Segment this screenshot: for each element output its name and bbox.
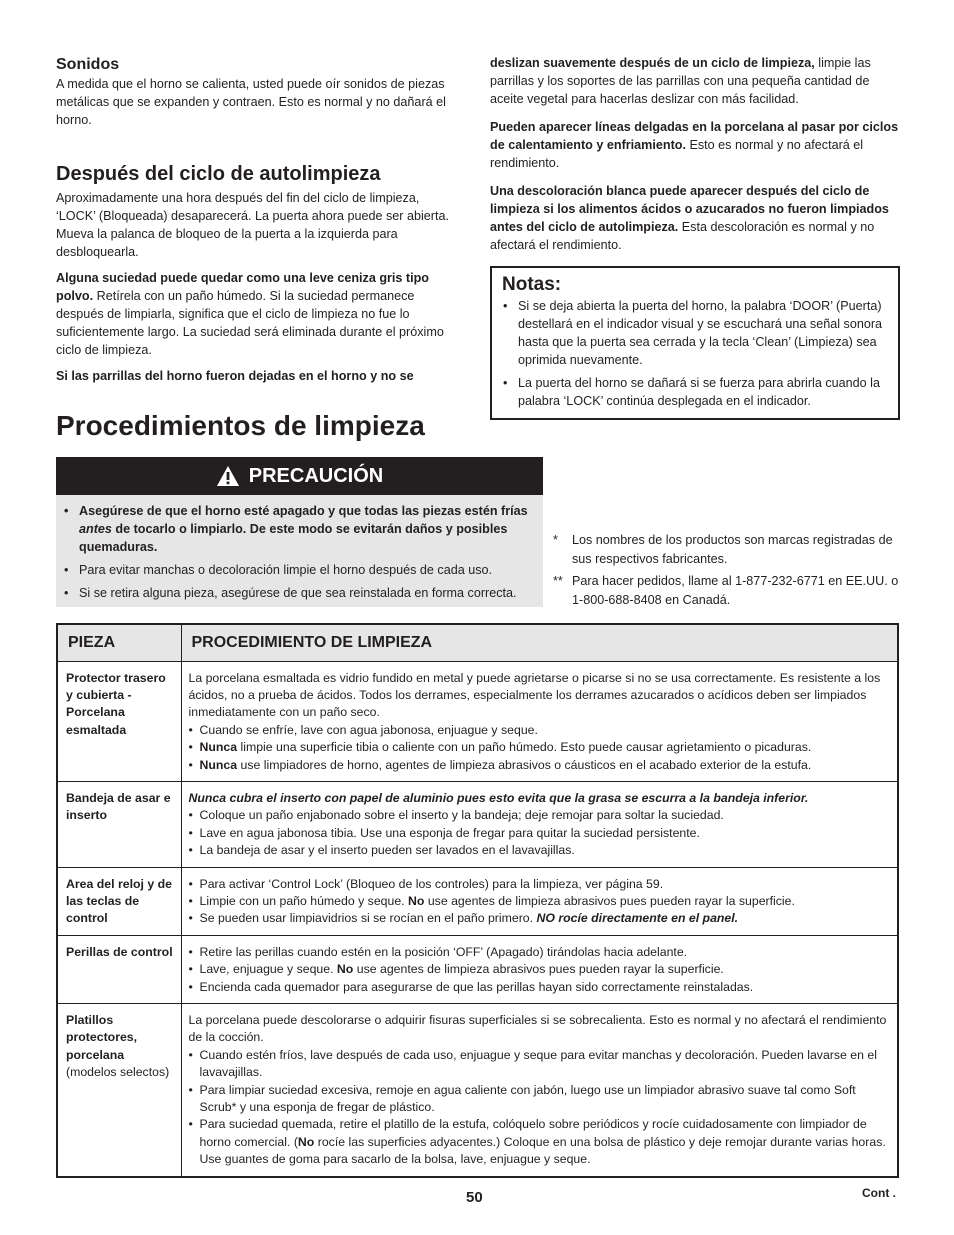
continued-label: Cont .: [862, 1186, 896, 1200]
cleaning-table: [56, 623, 899, 1178]
caution-item: • Asegúrese de que el horno esté apagado y que todas las piezas estén frías antes de tocarlo o limpiarlo. De este modo se evitarán daños y posibles quemaduras.: [64, 502, 535, 556]
procedure-cell: • Retire las perillas cuando estén en la posición ‘OFF’ (Apagado) tirándolas hacia adelante. • Lave, enjuague y seque. No use agentes de limpieza abrasivos pues pueden rayar la superficie. • Encienda cada quemador para asegurarse de que las perillas hayan sido correctamente reinstaladas.: [181, 935, 898, 1003]
sonidos-heading: Sonidos: [56, 56, 120, 73]
racks-para: deslizan suavemente después de un ciclo de limpieza, limpie las parrillas y los soportes de las parrillas con una pequeña cantidad de aceite vegetal para hacerlas deslizar con más facilidad.: [490, 56, 871, 106]
column-header-procedure: PROCEDIMIENTO DE LIMPIEZA: [181, 624, 898, 661]
caution-list: [56, 495, 543, 602]
table-row: [57, 867, 898, 935]
caution-heading: PRECAUCIÓN: [248, 464, 384, 487]
caution-box: [56, 457, 543, 607]
column-header-piece: PIEZA: [57, 624, 181, 661]
piece-cell: Perillas de control: [57, 935, 181, 1003]
table-row: [57, 935, 898, 1003]
right-column: [490, 54, 900, 420]
despues-para-2: Alguna suciedad puede quedar como una leve ceniza gris tipo polvo. Retírela con un paño húmedo. Si la suciedad permanece después de limpiarla, significa que el ciclo de limpieza no fue lo suficientemente largo. La suciedad será eliminada durante el próximo ciclo de limpieza.: [56, 271, 444, 357]
notes-item: • La puerta del horno se dañará si se fuerza para abrirla cuando la palabra ‘LOCK’ continúa desplegada en el indicador.: [502, 374, 890, 410]
notes-heading: Notas:: [502, 274, 562, 295]
table-header-row: [57, 624, 898, 661]
notes-item: • Si se deja abierta la puerta del horno, la palabra ‘DOOR’ (Puerta) destellará en el indicador visual y se escuchará una señal sonora hasta que la puerta sea cerrada y la tecla ‘Clean’ (Limpieza) sea oprimida nuevamente.: [502, 297, 890, 369]
footnote: ** Para hacer pedidos, llame al 1-877-232-6771 en EE.UU. o 1-800-688-8408 en Canadá.: [553, 574, 899, 607]
caution-item: • Para evitar manchas o decoloración limpie el horno después de cada uso.: [64, 561, 535, 579]
piece-cell: Platillos protectores, porcelana (modelos selectos): [57, 1004, 181, 1177]
despues-para-3: Si las parrillas del horno fueron dejadas en el horno y no se: [56, 369, 414, 383]
lines-para: Pueden aparecer líneas delgadas en la porcelana al pasar por ciclos de calentamiento y enfriamiento. Esto es normal y no afectará el rendimiento.: [490, 120, 899, 170]
footnotes: [553, 531, 903, 613]
left-column: [56, 56, 462, 385]
piece-cell: Bandeja de asar e inserto: [57, 781, 181, 867]
table-row: [57, 661, 898, 781]
footnote: * Los nombres de los productos son marcas registradas de sus respectivos fabricantes.: [553, 533, 893, 566]
sonidos-text: A medida que el horno se calienta, usted puede oír sonidos de piezas metálicas que se expanden y contraen. Esto es normal y no dañará el horno.: [56, 77, 446, 127]
procedure-cell: La porcelana puede descolorarse o adquirir fisuras superficiales si se sobrecalienta. Esto es normal y no afectará el rendimiento de la cocción. • Cuando estén fríos, lave después de cada uso, enjuague y seque para evitar manchas y decoloración. Pueden lavarse en el lavavajillas. • Para limpiar suciedad excesiva, remoje en agua caliente con jabón, luego use un limpiador abrasivo suave tal como Soft Scrub* y una esponja de fregar de plástico. • Para suciedad quemada, retire el platillo de la estufa, colóquelo sobre periódicos y rocíe cuidadosamente con limpiador de horno comercial. (No rocíe las superficies adyacentes.) Coloque en una bolsa de plástico y deje remojar durante varias horas. Use guantes de goma para sacarlo de la bolsa, lave, enjuague y seque.: [181, 1004, 898, 1177]
warning-icon: [216, 465, 240, 487]
notes-list: [502, 297, 890, 410]
procedure-cell: La porcelana esmaltada es vidrio fundido en metal y puede agrietarse o picarse si no se usa correctamente. Es resistente a los ácidos, no a prueba de ácidos. Todos los derrames, especialmente los derrames azucarados o acídicos deben ser limpiados inmediatamente con un paño seco. • Cuando se enfríe, lave con agua jabonosa, enjuague y seque. • Nunca limpie una superficie tibia o caliente con un paño húmedo. Esto puede causar agrietamiento o picaduras. • Nunca use limpiadores de horno, agentes de limpieza abrasivos o cáusticos en el acabado exterior de la estufa.: [181, 661, 898, 781]
table-row: [57, 1004, 898, 1177]
piece-cell: Area del reloj y de las teclas de control: [57, 867, 181, 935]
page-number: 50: [466, 1189, 483, 1206]
table-row: [57, 781, 898, 867]
despues-heading: Después del ciclo de autolimpieza: [56, 163, 381, 185]
procedure-cell: Nunca cubra el inserto con papel de aluminio pues esto evita que la grasa se escurra a la bandeja inferior. • Coloque un paño enjabonado sobre el inserto y la bandeja; deje remojar para soltar la suciedad. • Lave en agua jabonosa tibia. Use una esponja de fregar para quitar la suciedad persistente. • La bandeja de asar y el inserto pueden ser lavados en el lavavajillas.: [181, 781, 898, 867]
despues-para-1: Aproximadamente una hora después del fin del ciclo de limpieza, ‘LOCK’ (Bloqueada) desaparecerá. La puerta ahora puede ser abierta. Mueva la palanca de bloqueo de la puerta a la izquierda para desbloquearla.: [56, 191, 449, 259]
piece-cell: Protector trasero y cubierta - Porcelana esmaltada: [57, 661, 181, 781]
section-title: Procedimientos de limpieza: [56, 410, 425, 441]
procedure-cell: • Para activar ‘Control Lock’ (Bloqueo de los controles) para la limpieza, ver página 59. • Limpie con un paño húmedo y seque. No use agentes de limpieza abrasivos pues pueden rayar la superficie. • Se pueden usar limpiavidrios si se rocían en el paño primero. NO rocíe directamente en el panel.: [181, 867, 898, 935]
notes-box: [490, 266, 900, 420]
caution-header: [56, 457, 543, 495]
caution-item: • Si se retira alguna pieza, asegúrese de que sea reinstalada en forma correcta.: [64, 584, 535, 602]
discoloration-para: Una descoloración blanca puede aparecer después del ciclo de limpieza si los alimentos ácidos o azucarados no fueron limpiados antes del ciclo de autolimpieza. Esta descoloración es normal y no afectará el rendimiento.: [490, 184, 889, 252]
